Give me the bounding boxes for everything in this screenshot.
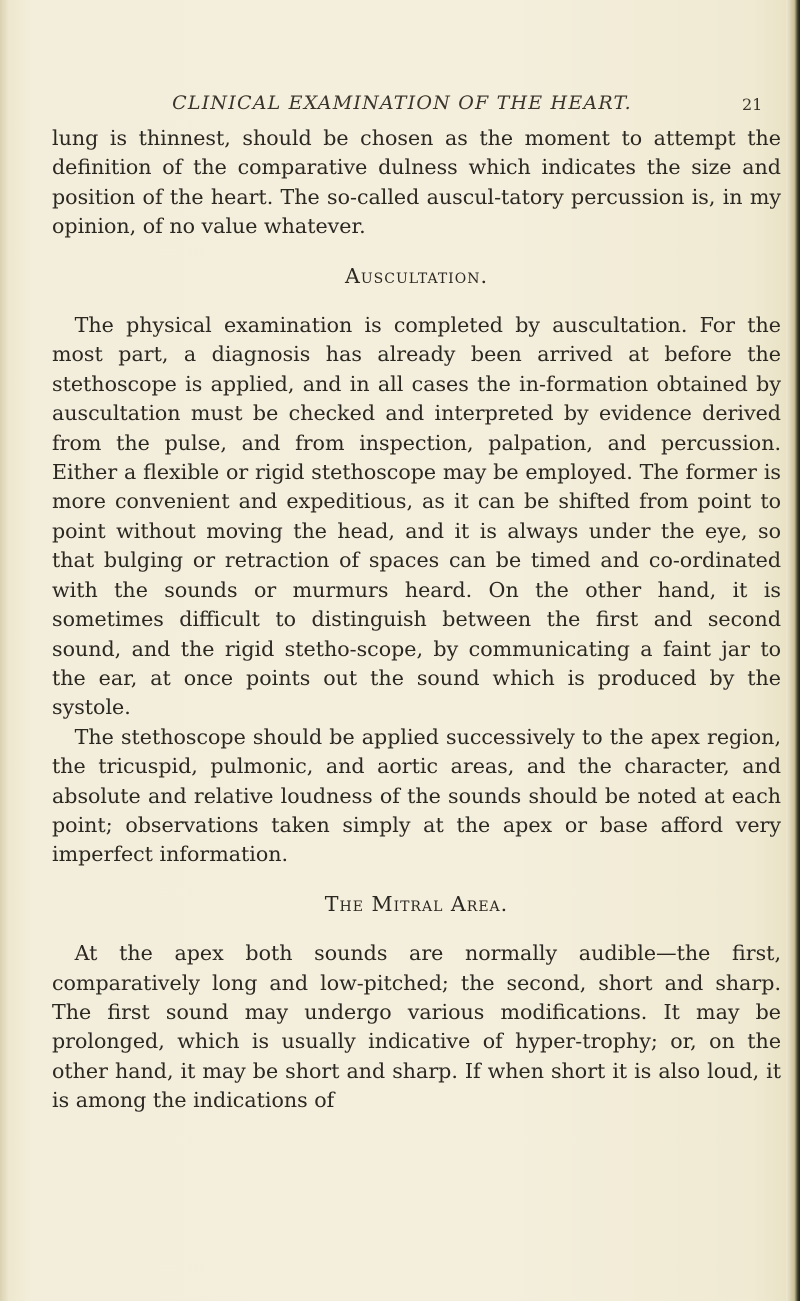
section-heading-auscultation: Auscultation. xyxy=(345,263,488,288)
page-left-edge xyxy=(0,0,8,1301)
body-text xyxy=(52,124,781,1116)
paragraph-3: The stethoscope should be applied successively to the apex region, the tricuspid, pulmonic, and aortic areas, and the character, and absolute and relative loudness of the sounds should be noted at each point; observations taken simply at the apex or base afford very imperfect information. xyxy=(52,724,781,867)
paragraph-4: At the apex both sounds are normally audible—the first, comparatively long and low-pitched; the second, short and sharp. The first sound may undergo various modifications. It may be prolonged, which is usually indicative of hyper-trophy; or, on the other hand, it may be short and sharp. If when short it is also loud, it is among the indications of xyxy=(52,941,781,1113)
running-head: CLINICAL EXAMINATION OF THE HEART. xyxy=(172,92,632,114)
page-right-edge xyxy=(786,0,800,1301)
paragraph-1: lung is thinnest, should be chosen as the moment to attempt the definition of the comparative dulness which indicates the size and position of the heart. The so-called auscul-tatory percussion is, in my opinion, of no value whatever. xyxy=(52,126,781,239)
page-number: 21 xyxy=(742,95,763,114)
section-heading-mitral-area: The Mitral Area. xyxy=(324,891,509,916)
paragraph-2: The physical examination is completed by auscultation. For the most part, a diagnosis has already been arrived at before the stethoscope is applied, and in all cases the in-formation obtained by auscultation must be checked and interpreted by evidence derived from the pulse, and from inspection, palpation, and percussion. Either a flexible or rigid stethoscope may be employed. The former is more convenient and expeditious, as it can be shifted from point to point without moving the head, and it is always under the eye, so that bulging or retraction of spaces can be timed and co-ordinated with the sounds or murmurs heard. On the other hand, it is sometimes difficult to distinguish between the first and second sound, and the rigid stetho-scope, by communicating a faint jar to the ear, at once points out the sound which is produced by the systole. xyxy=(52,313,781,720)
